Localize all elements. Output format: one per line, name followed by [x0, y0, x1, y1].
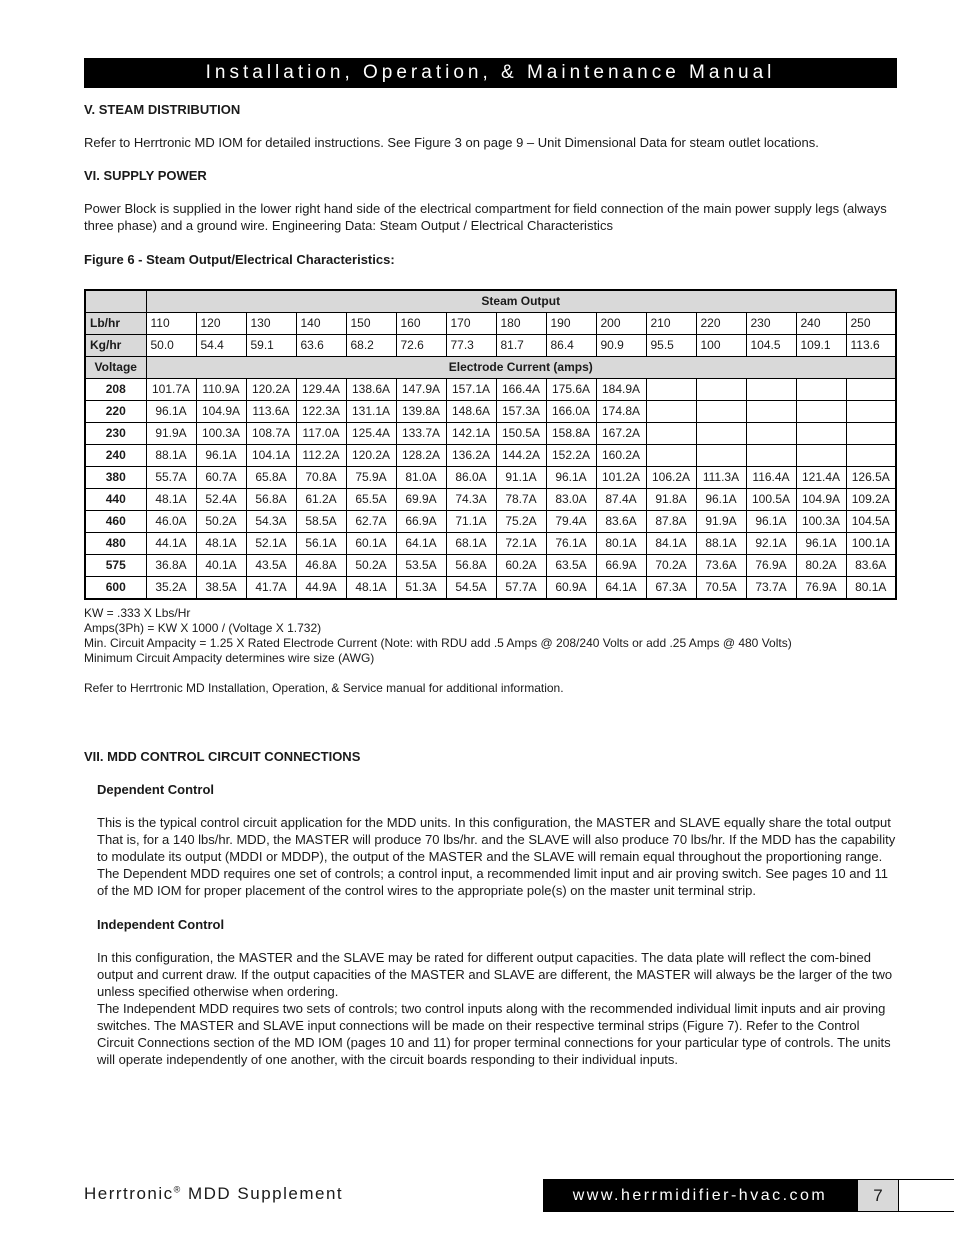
- current-cell: 96.1A: [796, 533, 846, 555]
- section-5-heading: V. STEAM DISTRIBUTION: [84, 102, 241, 117]
- current-cell: 100.3A: [196, 423, 246, 445]
- current-cell: 133.7A: [396, 423, 446, 445]
- kghr-cell: 50.0: [146, 335, 196, 357]
- current-cell: 175.6A: [546, 379, 596, 401]
- current-cell: [646, 445, 696, 467]
- current-cell: 160.2A: [596, 445, 646, 467]
- note-kw: KW = .333 X Lbs/Hr: [84, 606, 191, 620]
- kghr-cell: 68.2: [346, 335, 396, 357]
- current-cell: 62.7A: [346, 511, 396, 533]
- current-cell: 166.0A: [546, 401, 596, 423]
- current-cell: 78.7A: [496, 489, 546, 511]
- lbhr-cell: 190: [546, 313, 596, 335]
- current-cell: 60.1A: [346, 533, 396, 555]
- current-cell: 44.9A: [296, 577, 346, 600]
- section-6-heading: VI. SUPPLY POWER: [84, 168, 207, 183]
- lbhr-cell: 110: [146, 313, 196, 335]
- current-cell: 64.1A: [596, 577, 646, 600]
- current-cell: 76.1A: [546, 533, 596, 555]
- current-cell: 74.3A: [446, 489, 496, 511]
- kghr-cell: 63.6: [296, 335, 346, 357]
- current-cell: 81.0A: [396, 467, 446, 489]
- footer-rule-top: [897, 1179, 954, 1180]
- current-cell: 88.1A: [696, 533, 746, 555]
- current-cell: 96.1A: [696, 489, 746, 511]
- current-cell: [846, 423, 896, 445]
- kghr-cell: 90.9: [596, 335, 646, 357]
- current-cell: 51.3A: [396, 577, 446, 600]
- voltage-cell: 600: [85, 577, 146, 600]
- current-cell: 147.9A: [396, 379, 446, 401]
- current-cell: 38.5A: [196, 577, 246, 600]
- current-cell: [746, 423, 796, 445]
- dependent-control-p2: The Dependent MDD requires one set of controls; a control input, a recommended limit input and air proving switch. See pages 10 and 11 of the MD IOM for proper placement of the control wires to the appropriate pole(s) on the master unit terminal strip.: [97, 866, 889, 898]
- table-row: [85, 533, 896, 555]
- current-cell: 60.2A: [496, 555, 546, 577]
- current-cell: 61.2A: [296, 489, 346, 511]
- current-cell: 66.9A: [396, 511, 446, 533]
- lbhr-cell: 150: [346, 313, 396, 335]
- current-cell: 48.1A: [146, 489, 196, 511]
- current-cell: 129.4A: [296, 379, 346, 401]
- current-cell: 80.1A: [846, 577, 896, 600]
- lbhr-cell: 200: [596, 313, 646, 335]
- current-cell: 116.4A: [746, 467, 796, 489]
- current-cell: 157.3A: [496, 401, 546, 423]
- current-cell: 109.2A: [846, 489, 896, 511]
- note-wire-size: Minimum Circuit Ampacity determines wire size (AWG): [84, 651, 375, 665]
- current-cell: 50.2A: [346, 555, 396, 577]
- current-cell: 100.5A: [746, 489, 796, 511]
- current-cell: 40.1A: [196, 555, 246, 577]
- current-cell: 87.4A: [596, 489, 646, 511]
- registered-mark: ®: [173, 1184, 182, 1195]
- section-6-text: Power Block is supplied in the lower right hand side of the electrical compartment for field connection of the main power supply legs (always three phase) and a ground wire. Engineering Data: Steam Output / Electrical Characteristics: [84, 201, 887, 233]
- current-cell: 72.1A: [496, 533, 546, 555]
- note-min-ampacity: Min. Circuit Ampacity = 1.25 X Rated Electrode Current (Note: with RDU add .5 Amps @ 208/240 Volts or add .25 Amps @ 480 Volts): [84, 636, 792, 650]
- section-7-heading: VII. MDD CONTROL CIRCUIT CONNECTIONS: [84, 749, 361, 764]
- current-cell: 142.1A: [446, 423, 496, 445]
- table-row: [85, 489, 896, 511]
- table-row: [85, 511, 896, 533]
- current-cell: 121.4A: [796, 467, 846, 489]
- voltage-cell: 380: [85, 467, 146, 489]
- current-cell: 88.1A: [146, 445, 196, 467]
- current-cell: 71.1A: [446, 511, 496, 533]
- table-row: [85, 379, 896, 401]
- current-cell: 184.9A: [596, 379, 646, 401]
- current-cell: 54.5A: [446, 577, 496, 600]
- current-cell: 36.8A: [146, 555, 196, 577]
- current-cell: [846, 445, 896, 467]
- lbhr-cell: 140: [296, 313, 346, 335]
- voltage-cell: 440: [85, 489, 146, 511]
- current-cell: 128.2A: [396, 445, 446, 467]
- current-cell: 104.5A: [846, 511, 896, 533]
- table-row: [85, 555, 896, 577]
- table-corner: [85, 290, 146, 313]
- current-cell: 104.1A: [246, 445, 296, 467]
- current-cell: 100.3A: [796, 511, 846, 533]
- current-cell: 50.2A: [196, 511, 246, 533]
- current-cell: 80.1A: [596, 533, 646, 555]
- lbhr-cell: 180: [496, 313, 546, 335]
- current-cell: 117.0A: [296, 423, 346, 445]
- current-cell: 122.3A: [296, 401, 346, 423]
- current-cell: 158.8A: [546, 423, 596, 445]
- figure-caption: Figure 6 - Steam Output/Electrical Characteristics:: [84, 252, 395, 267]
- footer-brand: Herrtronic: [84, 1184, 174, 1203]
- current-cell: 84.1A: [646, 533, 696, 555]
- lbhr-cell: 250: [846, 313, 896, 335]
- current-cell: 96.1A: [546, 467, 596, 489]
- current-cell: [746, 401, 796, 423]
- kghr-cell: 113.6: [846, 335, 896, 357]
- current-cell: [746, 445, 796, 467]
- current-cell: 126.5A: [846, 467, 896, 489]
- table-row: [85, 467, 896, 489]
- current-cell: [796, 379, 846, 401]
- footer-doc: MDD Supplement: [181, 1184, 344, 1203]
- kghr-cell: 86.4: [546, 335, 596, 357]
- voltage-cell: 220: [85, 401, 146, 423]
- current-cell: 101.7A: [146, 379, 196, 401]
- page-number: 7: [857, 1179, 899, 1212]
- kghr-cell: 81.7: [496, 335, 546, 357]
- voltage-cell: 460: [85, 511, 146, 533]
- current-cell: 86.0A: [446, 467, 496, 489]
- current-cell: 157.1A: [446, 379, 496, 401]
- current-cell: 70.8A: [296, 467, 346, 489]
- footer-website-bar: [543, 1179, 857, 1212]
- current-cell: 110.9A: [196, 379, 246, 401]
- current-cell: 58.5A: [296, 511, 346, 533]
- current-cell: 69.9A: [396, 489, 446, 511]
- current-cell: 73.7A: [746, 577, 796, 600]
- footer-website: www.herrmidifier-hvac.com: [572, 1187, 828, 1204]
- current-cell: [746, 379, 796, 401]
- voltage-cell: 480: [85, 533, 146, 555]
- current-cell: 55.7A: [146, 467, 196, 489]
- current-cell: 166.4A: [496, 379, 546, 401]
- voltage-label: Voltage: [85, 357, 146, 379]
- kghr-cell: 104.5: [746, 335, 796, 357]
- voltage-cell: 240: [85, 445, 146, 467]
- manual-title-bar: [84, 58, 897, 88]
- independent-control-p2: The Independent MDD requires two sets of controls; two control inputs along with the recommended individual limit inputs and air proving switches. The MASTER and SLAVE input connections will be made on their respective terminal strips (Figure 7). Refer to the Control Circuit Connections section of the MD IOM (pages 10 and 11) for proper terminal connections for your particular type of controls. The units will operate independently of one another, with the circuit boards responding to their individual inputs.: [97, 1001, 891, 1067]
- independent-control-heading: Independent Control: [97, 917, 225, 932]
- current-cell: 65.8A: [246, 467, 296, 489]
- lbhr-cell: 170: [446, 313, 496, 335]
- current-cell: 91.9A: [146, 423, 196, 445]
- lbhr-cell: 220: [696, 313, 746, 335]
- current-cell: 144.2A: [496, 445, 546, 467]
- current-cell: [696, 379, 746, 401]
- current-cell: 52.1A: [246, 533, 296, 555]
- footer-rule-bottom: [897, 1211, 954, 1212]
- current-cell: 73.6A: [696, 555, 746, 577]
- current-cell: 56.8A: [246, 489, 296, 511]
- current-cell: 91.8A: [646, 489, 696, 511]
- current-cell: 60.7A: [196, 467, 246, 489]
- current-cell: 64.1A: [396, 533, 446, 555]
- current-cell: 70.2A: [646, 555, 696, 577]
- current-cell: 148.6A: [446, 401, 496, 423]
- current-cell: 96.1A: [746, 511, 796, 533]
- current-cell: [796, 423, 846, 445]
- current-cell: [646, 423, 696, 445]
- current-cell: 57.7A: [496, 577, 546, 600]
- table-row: [85, 401, 896, 423]
- current-cell: [846, 379, 896, 401]
- current-cell: 139.8A: [396, 401, 446, 423]
- current-cell: [646, 379, 696, 401]
- current-cell: 104.9A: [796, 489, 846, 511]
- current-cell: 56.8A: [446, 555, 496, 577]
- dependent-control-heading: Dependent Control: [97, 782, 214, 797]
- section-5-text: Refer to Herrtronic MD IOM for detailed instructions. See Figure 3 on page 9 – Unit Dimensional Data for steam outlet locations.: [84, 135, 819, 150]
- current-cell: 83.6A: [846, 555, 896, 577]
- current-cell: 92.1A: [746, 533, 796, 555]
- current-cell: 108.7A: [246, 423, 296, 445]
- current-cell: 44.1A: [146, 533, 196, 555]
- current-cell: 91.1A: [496, 467, 546, 489]
- current-cell: 48.1A: [346, 577, 396, 600]
- dependent-control-p1: This is the typical control circuit application for the MDD units. In this configuration, the MASTER and SLAVE equally share the total output That is, for a 140 lbs/hr. MDD, the MASTER will produce 70 lbs/hr. and the SLAVE will also produce 70 lbs/hr. If the MDD has the capability to modulate its output (MDDI or MDDP), the output of the MASTER and the SLAVE will remain equal throughout the proportioning range.: [97, 815, 896, 864]
- kghr-cell: 59.1: [246, 335, 296, 357]
- current-cell: 35.2A: [146, 577, 196, 600]
- current-cell: 136.2A: [446, 445, 496, 467]
- current-cell: 66.9A: [596, 555, 646, 577]
- current-cell: [796, 445, 846, 467]
- current-cell: 80.2A: [796, 555, 846, 577]
- current-cell: 96.1A: [196, 445, 246, 467]
- current-cell: 70.5A: [696, 577, 746, 600]
- current-cell: [796, 401, 846, 423]
- current-cell: 76.9A: [796, 577, 846, 600]
- current-cell: 87.8A: [646, 511, 696, 533]
- current-cell: 100.1A: [846, 533, 896, 555]
- kghr-label: Kg/hr: [85, 335, 146, 357]
- current-cell: 54.3A: [246, 511, 296, 533]
- current-cell: 63.5A: [546, 555, 596, 577]
- current-cell: 152.2A: [546, 445, 596, 467]
- current-cell: 120.2A: [346, 445, 396, 467]
- current-cell: [696, 401, 746, 423]
- current-cell: 167.2A: [596, 423, 646, 445]
- table-notes: [84, 606, 898, 696]
- table-row: [85, 577, 896, 600]
- current-cell: 111.3A: [696, 467, 746, 489]
- footer-document-name: [84, 1184, 343, 1204]
- current-cell: [696, 423, 746, 445]
- lbhr-cell: 240: [796, 313, 846, 335]
- current-cell: 79.4A: [546, 511, 596, 533]
- current-cell: 104.9A: [196, 401, 246, 423]
- note-amps: Amps(3Ph) = KW X 1000 / (Voltage X 1.732): [84, 621, 322, 635]
- lbhr-cell: 210: [646, 313, 696, 335]
- current-cell: 75.9A: [346, 467, 396, 489]
- current-cell: [646, 401, 696, 423]
- current-cell: 60.9A: [546, 577, 596, 600]
- current-cell: 131.1A: [346, 401, 396, 423]
- current-cell: 41.7A: [246, 577, 296, 600]
- current-cell: 52.4A: [196, 489, 246, 511]
- kghr-cell: 95.5: [646, 335, 696, 357]
- current-cell: 112.2A: [296, 445, 346, 467]
- table-row: [85, 423, 896, 445]
- current-cell: 68.1A: [446, 533, 496, 555]
- current-cell: 96.1A: [146, 401, 196, 423]
- voltage-cell: 208: [85, 379, 146, 401]
- current-cell: 48.1A: [196, 533, 246, 555]
- current-cell: 91.9A: [696, 511, 746, 533]
- current-cell: 75.2A: [496, 511, 546, 533]
- electrode-current-header: Electrode Current (amps): [146, 357, 896, 379]
- kghr-cell: 100: [696, 335, 746, 357]
- current-cell: 125.4A: [346, 423, 396, 445]
- current-cell: 46.0A: [146, 511, 196, 533]
- current-cell: 174.8A: [596, 401, 646, 423]
- current-cell: 83.6A: [596, 511, 646, 533]
- kghr-cell: 77.3: [446, 335, 496, 357]
- current-cell: [846, 401, 896, 423]
- current-cell: 150.5A: [496, 423, 546, 445]
- independent-control-p1: In this configuration, the MASTER and the SLAVE may be rated for different output capacities. The data plate will reflect the com-bined output and current draw. If the output capacities of the MASTER and SLAVE are different, the MASTER will always be the larger of the two unless specified otherwise when ordering.: [97, 950, 893, 999]
- current-cell: 76.9A: [746, 555, 796, 577]
- current-cell: 106.2A: [646, 467, 696, 489]
- current-cell: 138.6A: [346, 379, 396, 401]
- kghr-cell: 54.4: [196, 335, 246, 357]
- note-refer: Refer to Herrtronic MD Installation, Operation, & Service manual for additional information.: [84, 681, 564, 695]
- current-cell: 113.6A: [246, 401, 296, 423]
- kghr-cell: 72.6: [396, 335, 446, 357]
- lbhr-cell: 230: [746, 313, 796, 335]
- current-cell: 43.5A: [246, 555, 296, 577]
- voltage-cell: 575: [85, 555, 146, 577]
- current-cell: 65.5A: [346, 489, 396, 511]
- current-cell: [696, 445, 746, 467]
- current-cell: 67.3A: [646, 577, 696, 600]
- current-cell: 83.0A: [546, 489, 596, 511]
- table-row: [85, 445, 896, 467]
- current-cell: 120.2A: [246, 379, 296, 401]
- manual-title: Installation, Operation, & Maintenance Manual: [205, 62, 776, 83]
- kghr-cell: 109.1: [796, 335, 846, 357]
- lbhr-cell: 130: [246, 313, 296, 335]
- current-cell: 46.8A: [296, 555, 346, 577]
- page-content: [84, 101, 898, 1068]
- current-cell: 101.2A: [596, 467, 646, 489]
- lbhr-cell: 160: [396, 313, 446, 335]
- lbhr-cell: 120: [196, 313, 246, 335]
- current-cell: 53.5A: [396, 555, 446, 577]
- current-cell: 56.1A: [296, 533, 346, 555]
- steam-output-table: [84, 289, 897, 600]
- voltage-cell: 230: [85, 423, 146, 445]
- lbhr-label: Lb/hr: [85, 313, 146, 335]
- steam-output-header: Steam Output: [146, 290, 896, 313]
